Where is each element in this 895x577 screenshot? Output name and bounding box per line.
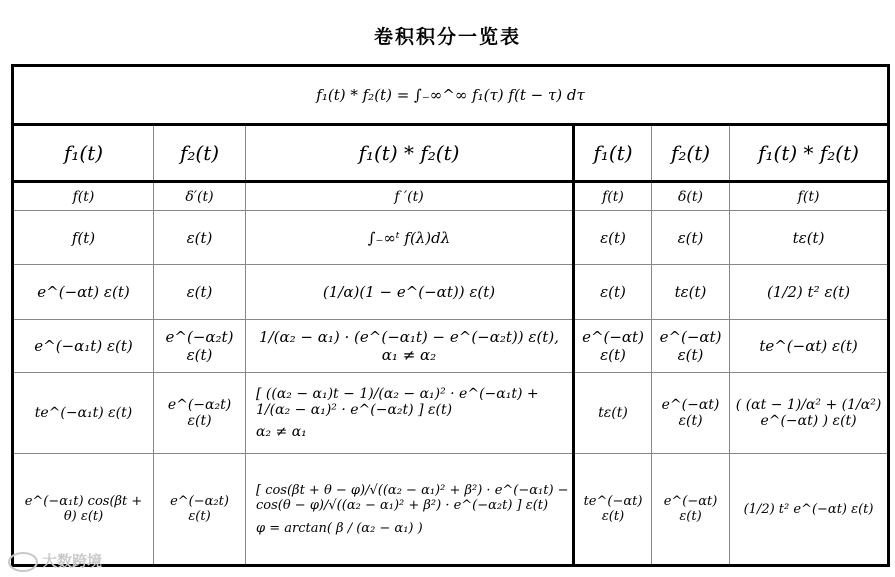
table-row xyxy=(13,454,889,566)
header-conv-left: f₁(t) * f₂(t) xyxy=(246,125,574,182)
cell: (1/2) t² e^(−αt) ε(t) xyxy=(730,454,889,566)
watermark-text: 大数跨境 xyxy=(42,552,103,570)
table-row xyxy=(13,211,889,265)
cell: e^(−αt) ε(t) xyxy=(652,454,730,566)
cell: (1/α)(1 − e^(−αt)) ε(t) xyxy=(246,265,574,320)
cell: e^(−α₂t) ε(t) xyxy=(154,454,246,566)
definition-row xyxy=(13,66,889,125)
page-title: 卷积积分一览表 xyxy=(373,26,521,48)
cell: tε(t) xyxy=(652,265,730,320)
convolution-table xyxy=(11,64,890,567)
cell: f(t) xyxy=(730,182,889,211)
cell: f(t) xyxy=(13,182,154,211)
cell: e^(−αt) ε(t) xyxy=(574,320,652,373)
cell-complex xyxy=(246,373,574,454)
cell: e^(−α₂t) ε(t) xyxy=(154,373,246,454)
header-f2-right: f₂(t) xyxy=(652,125,730,182)
cell: te^(−αt) ε(t) xyxy=(574,454,652,566)
cell: tε(t) xyxy=(574,373,652,454)
cell: ε(t) xyxy=(154,211,246,265)
table-row xyxy=(13,182,889,211)
cell: e^(−α₁t) cos(βt + θ) ε(t) xyxy=(13,454,154,566)
cell: ε(t) xyxy=(574,211,652,265)
cell: f(t) xyxy=(574,182,652,211)
cell-complex xyxy=(246,454,574,566)
cell: ε(t) xyxy=(154,265,246,320)
cell: tε(t) xyxy=(730,211,889,265)
header-f1-right: f₁(t) xyxy=(574,125,652,182)
watermark-logo-icon xyxy=(8,552,38,572)
header-f2-left: f₂(t) xyxy=(154,125,246,182)
cell-formula: [ ((α₂ − α₁)t − 1)/(α₂ − α₁)² · e^(−α₁t) + 1/(α₂ − α₁)² · e^(−α₂t) ] ε(t) xyxy=(256,386,539,418)
cell-condition: α₂ ≠ α₁ xyxy=(256,424,307,440)
cell: e^(−αt) ε(t) xyxy=(652,320,730,373)
header-f1-left: f₁(t) xyxy=(13,125,154,182)
cell: (1/2) t² ε(t) xyxy=(730,265,889,320)
convolution-definition: f₁(t) * f₂(t) = ∫₋∞^∞ f₁(τ) f(t − τ) dτ xyxy=(13,66,889,125)
header-conv-right: f₁(t) * f₂(t) xyxy=(730,125,889,182)
table-row xyxy=(13,373,889,454)
cell-condition: φ = arctan( β / (α₂ − α₁) ) xyxy=(256,520,423,536)
table-row xyxy=(13,320,889,373)
cell: f(t) xyxy=(13,211,154,265)
cell: f ′(t) xyxy=(246,182,574,211)
cell: e^(−αt) ε(t) xyxy=(652,373,730,454)
cell: te^(−α₁t) ε(t) xyxy=(13,373,154,454)
header-row xyxy=(13,125,889,182)
cell: ( (αt − 1)/α² + (1/α²) e^(−αt) ) ε(t) xyxy=(730,373,889,454)
watermark xyxy=(8,550,102,572)
cell: δ(t) xyxy=(652,182,730,211)
cell-formula: [ cos(βt + θ − φ)/√((α₂ − α₁)² + β²) · e^(−α₁t) − cos(θ − φ)/√((α₂ − α₁)² + β²) · e^(−α₂t) ] ε(t) xyxy=(256,482,569,513)
cell: ε(t) xyxy=(652,211,730,265)
cell: ∫₋∞ᵗ f(λ)dλ xyxy=(246,211,574,265)
cell: δ′(t) xyxy=(154,182,246,211)
cell: te^(−αt) ε(t) xyxy=(730,320,889,373)
cell: e^(−αt) ε(t) xyxy=(13,265,154,320)
cell: ε(t) xyxy=(574,265,652,320)
cell: e^(−α₁t) ε(t) xyxy=(13,320,154,373)
cell: 1/(α₂ − α₁) · (e^(−α₁t) − e^(−α₂t)) ε(t), α₁ ≠ α₂ xyxy=(246,320,574,373)
table-row xyxy=(13,265,889,320)
cell: e^(−α₂t) ε(t) xyxy=(154,320,246,373)
